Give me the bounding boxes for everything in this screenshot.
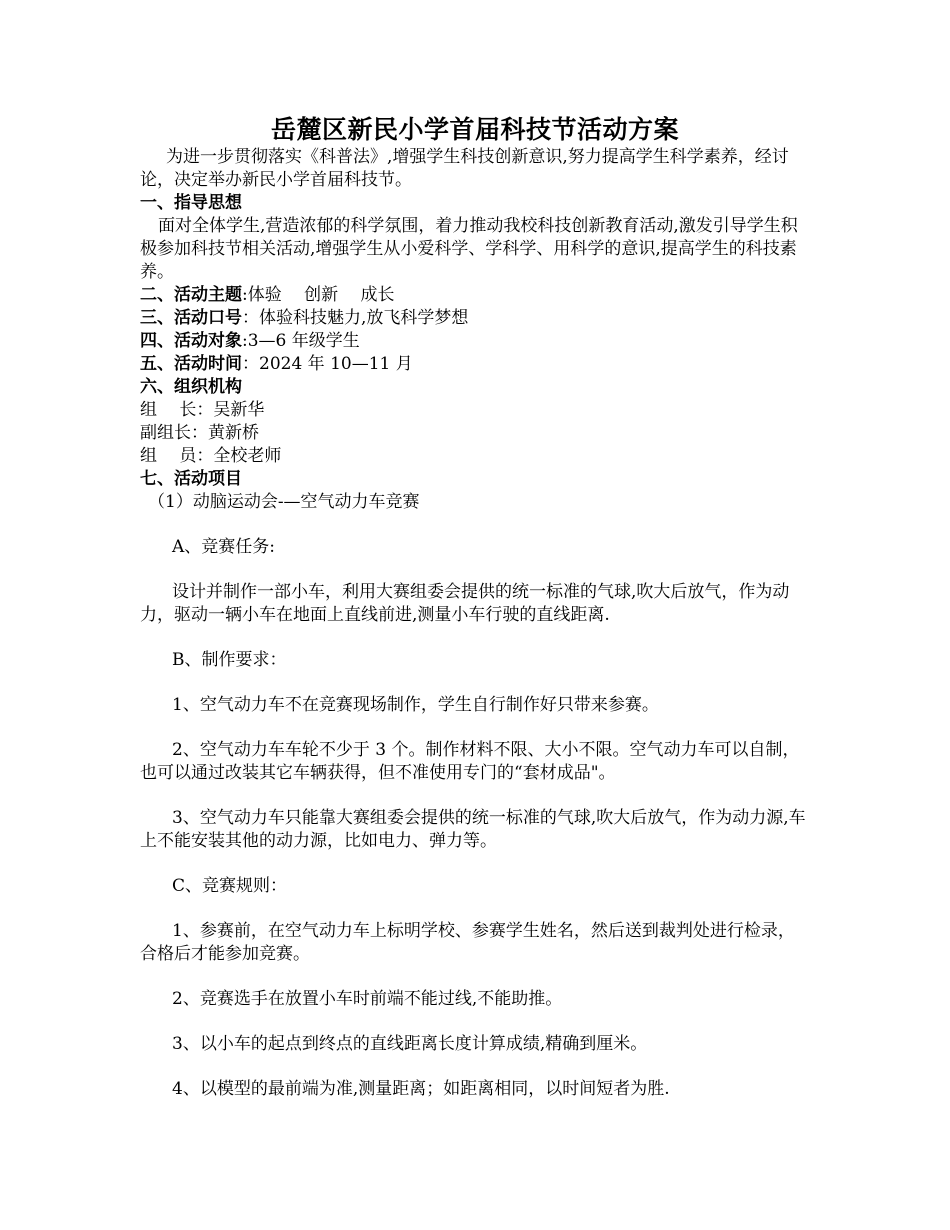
- rule-item: 2、竞赛选手在放置小车时前端不能过线,不能助推。: [172, 989, 563, 1009]
- document-page: [140, 114, 810, 1101]
- intro-paragraph: 为进一步贯彻落实《科普法》,增强学生科技创新意识,努力提高学生科学素养，经讨论，决定举办新民小学首届科技节。: [140, 147, 789, 190]
- activity-theme-line: [140, 284, 810, 307]
- activity-target-value: :3—6 年级学生: [242, 331, 360, 351]
- requirement-item: 1、空气动力车不在竞赛现场制作，学生自行制作好只带来参赛。: [172, 695, 659, 715]
- activity-time-line: [140, 353, 810, 376]
- activity-time-heading: 五、活动时间: [140, 354, 242, 374]
- activity-theme-heading: 二、活动主题: [140, 285, 242, 305]
- requirement-item: 3、空气动力车只能靠大赛组委会提供的统一标准的气球,吹大后放气，作为动力源,车上不能安装其他的动力源，比如电力、弹力等。: [140, 808, 806, 851]
- activity-target-heading: 四、活动对象: [140, 331, 242, 351]
- rule-item: 1、参赛前，在空气动力车上标明学校、参赛学生姓名，然后送到裁判处进行检录，合格后才能参加竞赛。: [140, 921, 795, 964]
- rule-item: 4、以模型的最前端为准,测量距离；如距离相同，以时间短者为胜.: [172, 1079, 670, 1099]
- activity-target-line: [140, 330, 810, 353]
- document-title: 岳麓区新民小学首届科技节活动方案: [270, 115, 679, 144]
- production-requirements-title: B、制作要求：: [172, 650, 287, 670]
- activity-slogan-heading: 三、活动口号: [140, 308, 242, 328]
- rule-item: 3、以小车的起点到终点的直线距离长度计算成绩,精确到厘米。: [172, 1034, 648, 1054]
- project-title: （1）动脑运动会-—空气动力车竞赛: [148, 492, 420, 512]
- activity-theme-value: :体验 创新 成长: [242, 285, 395, 305]
- organization-member: 组 长：吴新华: [140, 400, 265, 420]
- competition-task-title: A、竞赛任务:: [172, 537, 276, 557]
- competition-task-body: 设计并制作一部小车，利用大赛组委会提供的统一标准的气球,吹大后放气，作为动力，驱动一辆小车在地面上直线前进,测量小车行驶的直线距离.: [140, 582, 790, 625]
- competition-rules-title: C、竞赛规则：: [172, 876, 288, 896]
- guiding-ideology-body: 面对全体学生,营造浓郁的科学氛围，着力推动我校科技创新教育活动,激发引导学生积极参加科技节相关活动,增强学生从小爱科学、学科学、用科学的意识,提高学生的科技素养。: [140, 216, 798, 282]
- requirement-item: 2、空气动力车车轮不少于 3 个。制作材料不限、大小不限。空气动力车可以自制，也可以通过改装其它车辆获得，但不准使用专门的“套材成品"。: [140, 740, 800, 783]
- activity-slogan-value: ：体验科技魅力,放飞科学梦想: [242, 308, 469, 328]
- activity-slogan-line: [140, 307, 810, 330]
- activity-time-value: ：2024 年 10—11 月: [242, 354, 413, 374]
- section-heading-guiding-ideology: 一、指导思想: [140, 193, 242, 213]
- organization-member: 副组长：黄新桥: [140, 423, 259, 443]
- section-heading-activity-projects: 七、活动项目: [140, 469, 242, 489]
- section-heading-organization: 六、组织机构: [140, 377, 242, 397]
- organization-member: 组 员：全校老师: [140, 446, 282, 466]
